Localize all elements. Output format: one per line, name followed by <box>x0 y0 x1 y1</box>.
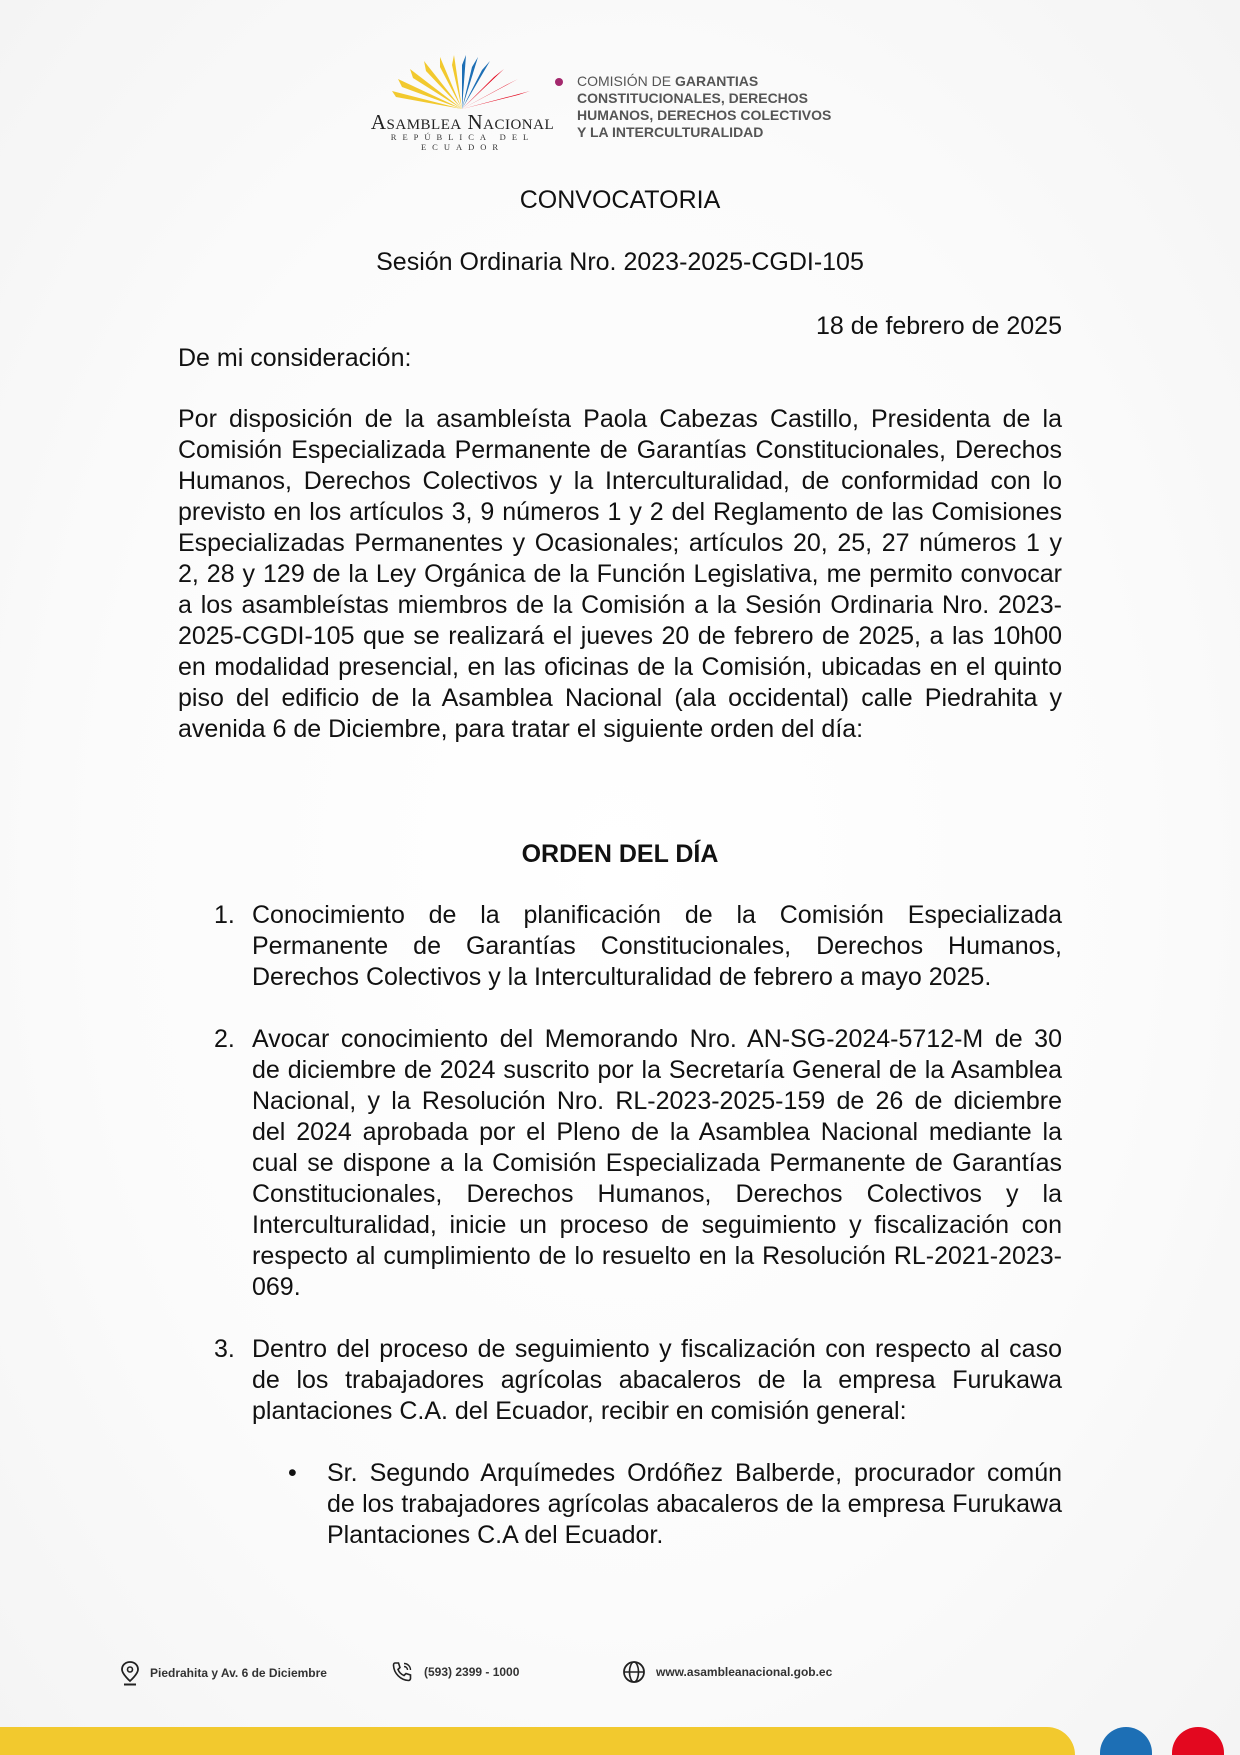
logo-subtitle: REPÚBLICA DEL ECUADOR <box>390 132 535 152</box>
commission-line-2: CONSTITUCIONALES, DERECHOS <box>577 90 809 106</box>
agenda-sub-item <box>178 1458 1062 1551</box>
footer-address <box>120 1660 327 1686</box>
footer-phone <box>390 1660 519 1684</box>
globe-icon <box>622 1660 646 1684</box>
bullet-dot-icon <box>555 78 563 86</box>
website-link[interactable]: www.asambleanacional.gob.ec <box>656 1665 833 1679</box>
footer-yellow-band <box>0 1727 1075 1755</box>
asamblea-logo <box>355 55 570 152</box>
bullet-icon: • <box>288 1459 297 1487</box>
footer-red-semicircle <box>1172 1727 1224 1755</box>
footer-blue-semicircle <box>1100 1727 1152 1755</box>
letterhead <box>355 55 895 152</box>
agenda-item-number: 1. <box>214 901 235 929</box>
commission-line-4: Y LA INTERCULTURALIDAD <box>577 124 764 140</box>
document-title: CONVOCATORIA <box>519 186 721 214</box>
phone-text: (593) 2399 - 1000 <box>424 1665 520 1679</box>
footer-website[interactable] <box>622 1660 832 1684</box>
agenda-item <box>178 900 1062 993</box>
address-text: Piedrahita y Av. 6 de Diciembre <box>150 1666 327 1680</box>
agenda-item-text: Dentro del proceso de seguimiento y fiscalización con respecto al caso de los trabajadores agrícolas abacaleros de la empresa Furukawa plantaciones C.A. del Ecuador, recibir en comisión general: <box>252 1335 1062 1425</box>
agenda-item <box>178 1334 1062 1551</box>
agenda-item-text: Avocar conocimiento del Memorando Nro. AN-SG-2024-5712-M de 30 de diciembre de 2024 suscrito por la Secretaría General de la Asamblea Nacional, y la Resolución Nro. RL-2023-2025-159 de 26 de diciembre del 2024 aprobada por el Pleno de la Asamblea Nacional mediante la cual se dispone a la Comisión Especializada Permanente de Garantías Constitucionales, Derechos Humanos, Derechos Colectivos y la Interculturalidad, inicie un proceso de seguimiento y fiscalización con respecto al cumplimiento de lo resuelto en la Resolución RL-2021-2023-069. <box>252 1025 1062 1301</box>
commission-bold-1: GARANTIAS <box>675 73 759 89</box>
document-date: 18 de febrero de 2025 <box>815 312 1062 340</box>
greeting: De mi consideración: <box>178 344 412 372</box>
agenda-list <box>178 900 1062 1582</box>
location-pin-icon <box>120 1660 140 1686</box>
sub-item-text: Sr. Segundo Arquímedes Ordóñez Balberde, procurador común de los trabajadores agrícolas abacaleros de la empresa Furukawa Plantaciones C.A del Ecuador. <box>327 1459 1062 1549</box>
logo-title: Asamblea Nacional <box>370 110 555 134</box>
phone-icon <box>390 1660 414 1684</box>
agenda-item-text: Conocimiento de la planificación de la Comisión Especializada Permanente de Garantías Constitucionales, Derechos Humanos, Derechos Colectivos y la Interculturalidad de febrero a mayo 2025. <box>252 901 1062 991</box>
condor-fan-logo-icon <box>355 55 570 111</box>
agenda-item-number: 2. <box>214 1025 235 1053</box>
agenda-item <box>178 1024 1062 1303</box>
commission-name <box>577 73 907 141</box>
order-of-day-heading: ORDEN DEL DÍA <box>521 840 719 868</box>
commission-line-3: HUMANOS, DERECHOS COLECTIVOS <box>577 107 832 123</box>
footer <box>120 1660 1020 1690</box>
session-number: Sesión Ordinaria Nro. 2023-2025-CGDI-105 <box>376 248 864 276</box>
agenda-item-number: 3. <box>214 1335 235 1363</box>
commission-prefix: COMISIÓN DE <box>577 73 676 89</box>
body-paragraph: Por disposición de la asambleísta Paola Cabezas Castillo, Presidenta de la Comisión Especializada Permanente de Garantías Constitucionales, Derechos Humanos, Derechos Colectivos y la Interculturalidad, de conformidad con lo previsto en los artículos 3, 9 números 1 y 2 del Reglamento de las Comisiones Especializadas Permanentes y Ocasionales; artículos 20, 25, 27 números 1 y 2, 28 y 129 de la Ley Orgánica de la Función Legislativa, me permito convocar a los asambleístas miembros de la Comisión a la Sesión Ordinaria Nro. 2023-2025-CGDI-105 que se realizará el jueves 20 de febrero de 2025, a las 10h00 en modalidad presencial, en las oficinas de la Comisión, ubicadas en el quinto piso del edificio de la Asamblea Nacional (ala occidental) calle Piedrahita y avenida 6 de Diciembre, para tratar el siguiente orden del día: <box>178 405 1062 743</box>
